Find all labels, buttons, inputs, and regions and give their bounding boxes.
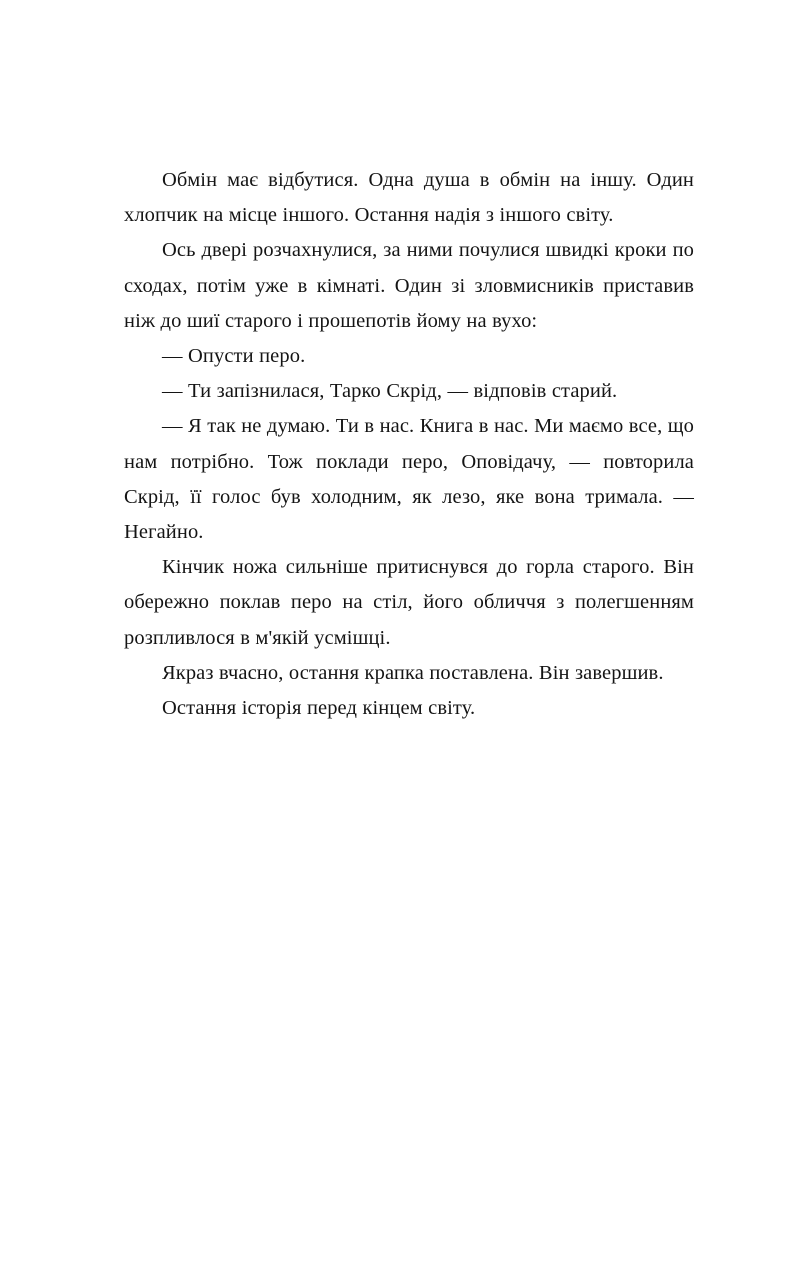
paragraph: Кінчик ножа сильніше притиснувся до горла старого. Він обережно поклав перо на стіл, його обличчя з полегшенням розпливлося в м'якій усмішці. — [124, 556, 694, 649]
paragraph: — Опусти перо. — [162, 345, 306, 368]
page-text-block — [124, 163, 694, 726]
paragraph: — Ти запізнилася, Тарко Скрід, — відповів старий. — [162, 380, 618, 403]
paragraph: Ось двері розчахнулися, за ними почулися швидкі кроки по сходах, потім уже в кімнаті. Один зі зловмисників приставив ніж до шиї старого і прошепотів йому на вухо: — [124, 239, 694, 332]
paragraph: Остання історія перед кінцем світу. — [162, 697, 476, 720]
paragraph: Обмін має відбутися. Одна душа в обмін на іншу. Один хлопчик на місце іншого. Остання надія з іншого світу. — [124, 169, 694, 227]
paragraph: — Я так не думаю. Ти в нас. Книга в нас. Ми маємо все, що нам потрібно. Тож поклади перо, Оповідачу, — повторила Скрід, її голос був холодним, як лезо, яке вона тримала. — Негайно. — [124, 415, 694, 544]
paragraph: Якраз вчасно, остання крапка поставлена. Він завершив. — [162, 661, 664, 684]
